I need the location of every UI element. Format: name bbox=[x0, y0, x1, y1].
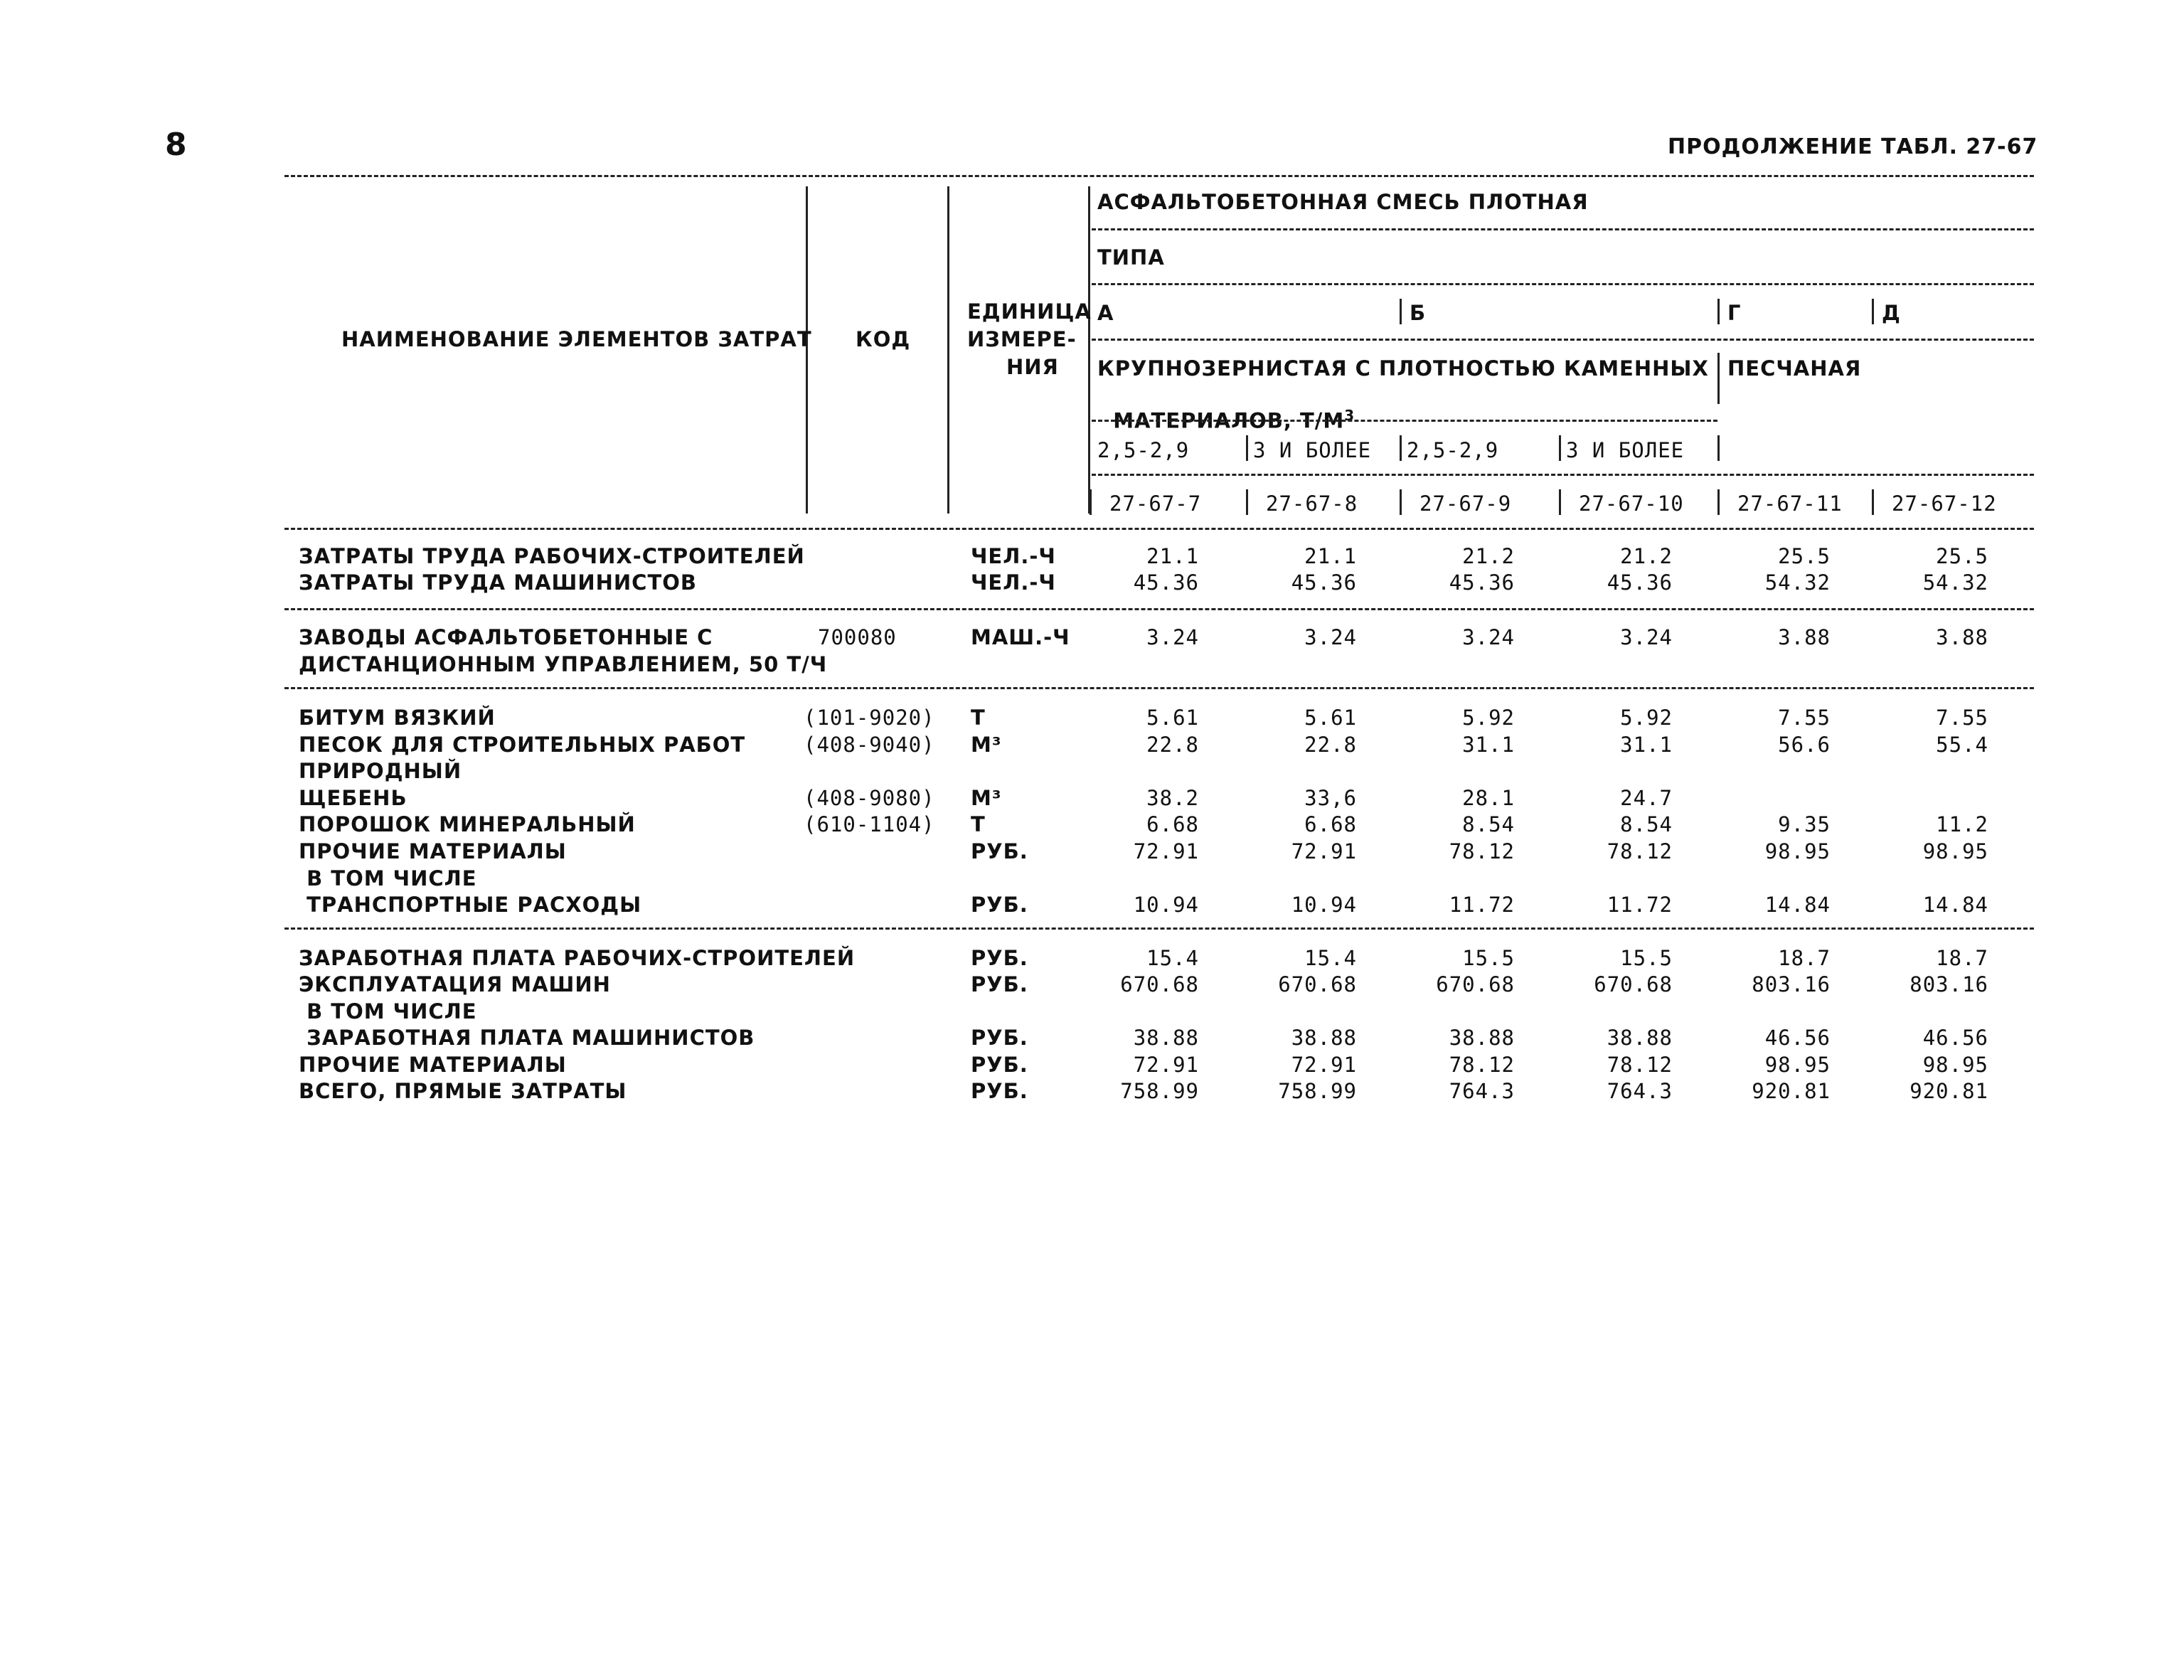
row-value: 764.3 bbox=[1607, 1079, 1673, 1103]
row-code: (101-9020) bbox=[804, 706, 935, 730]
header-coarse-sup: 3 bbox=[1344, 407, 1355, 424]
row-value: 21.2 bbox=[1462, 544, 1515, 568]
row-value: 3.24 bbox=[1304, 625, 1357, 649]
norm-code: 27-67-9 bbox=[1419, 491, 1512, 516]
row-unit: РУБ. bbox=[971, 1053, 1028, 1077]
group-rule bbox=[284, 927, 2034, 930]
row-name: ЗАТРАТЫ ТРУДА МАШИНИСТОВ bbox=[299, 570, 697, 595]
row-name: ПРОЧИЕ МАТЕРИАЛЫ bbox=[299, 839, 567, 863]
header-rule-2 bbox=[1092, 283, 2034, 285]
row-value: 3.24 bbox=[1146, 625, 1199, 649]
row-value: 24.7 bbox=[1620, 786, 1673, 810]
row-value: 18.7 bbox=[1936, 946, 1988, 970]
row-value: 10.94 bbox=[1133, 893, 1199, 917]
norm-code: 27-67-8 bbox=[1266, 491, 1358, 516]
row-name: В ТОМ ЧИСЛЕ bbox=[299, 999, 477, 1024]
divider-density-3 bbox=[1400, 435, 1402, 461]
row-code: (408-9080) bbox=[804, 786, 935, 810]
row-value: 46.56 bbox=[1764, 1026, 1831, 1050]
row-unit: РУБ. bbox=[971, 946, 1028, 970]
header-type-label: ТИПА bbox=[1097, 245, 1165, 270]
divider-type-d bbox=[1872, 299, 1874, 324]
row-unit: ЧЕЛ.-Ч bbox=[971, 570, 1056, 595]
row-name: ПЕСОК ДЛЯ СТРОИТЕЛЬНЫХ РАБОТ bbox=[299, 733, 746, 757]
row-unit: РУБ. bbox=[971, 839, 1028, 863]
row-unit: Т bbox=[971, 812, 986, 836]
row-value: 670.68 bbox=[1278, 972, 1357, 996]
row-value: 920.81 bbox=[1909, 1079, 1988, 1103]
row-value: 7.55 bbox=[1936, 706, 1988, 730]
row-value: 758.99 bbox=[1278, 1079, 1357, 1103]
row-value: 54.32 bbox=[1764, 570, 1831, 595]
row-name: ЗАРАБОТНАЯ ПЛАТА РАБОЧИХ-СТРОИТЕЛЕЙ bbox=[299, 946, 856, 970]
row-name: В ТОМ ЧИСЛЕ bbox=[299, 866, 477, 890]
row-name: БИТУМ ВЯЗКИЙ bbox=[299, 706, 496, 730]
row-value: 78.12 bbox=[1449, 1053, 1515, 1077]
header-type-a: А bbox=[1097, 301, 1114, 325]
row-value: 11.72 bbox=[1607, 893, 1673, 917]
header-density-4: 3 И БОЛЕЕ bbox=[1566, 438, 1685, 462]
divider-code-unit bbox=[947, 186, 949, 514]
header-unit-col-2: ИЗМЕРЕ- bbox=[967, 327, 1077, 351]
page-number: 8 bbox=[165, 127, 188, 163]
row-name: ПОРОШОК МИНЕРАЛЬНЫЙ bbox=[299, 812, 636, 836]
row-value: 46.56 bbox=[1922, 1026, 1988, 1050]
row-value: 8.54 bbox=[1620, 812, 1673, 836]
row-value: 670.68 bbox=[1120, 972, 1199, 996]
row-value: 31.1 bbox=[1620, 733, 1673, 757]
row-value: 10.94 bbox=[1291, 893, 1357, 917]
row-value: 33,6 bbox=[1304, 786, 1357, 810]
header-code-col: КОД bbox=[856, 327, 911, 351]
row-value: 98.95 bbox=[1922, 1053, 1988, 1077]
row-value: 72.91 bbox=[1291, 1053, 1357, 1077]
row-value: 11.72 bbox=[1449, 893, 1515, 917]
row-name: ВСЕГО, ПРЯМЫЕ ЗАТРАТЫ bbox=[299, 1079, 627, 1103]
row-value: 45.36 bbox=[1449, 570, 1515, 595]
row-value: 14.84 bbox=[1764, 893, 1831, 917]
header-type-d: Д bbox=[1882, 301, 1901, 325]
header-rule-5 bbox=[1092, 474, 2034, 476]
row-value: 7.55 bbox=[1778, 706, 1831, 730]
header-density-2: 3 И БОЛЕЕ bbox=[1253, 438, 1372, 462]
header-rule-3 bbox=[1092, 339, 2034, 341]
row-name: ЗАВОДЫ АСФАЛЬТОБЕТОННЫЕ С bbox=[299, 625, 713, 649]
row-value: 28.1 bbox=[1462, 786, 1515, 810]
row-value: 98.95 bbox=[1922, 839, 1988, 863]
norm-code: 27-67-12 bbox=[1892, 491, 1997, 516]
row-value: 11.2 bbox=[1936, 812, 1988, 836]
row-code: 700080 bbox=[818, 625, 897, 649]
row-value: 78.12 bbox=[1449, 839, 1515, 863]
row-code: (408-9040) bbox=[804, 733, 935, 757]
row-value: 3.88 bbox=[1936, 625, 1988, 649]
row-value: 5.61 bbox=[1304, 706, 1357, 730]
header-mix-title: АСФАЛЬТОБЕТОННАЯ СМЕСЬ ПЛОТНАЯ bbox=[1097, 190, 1589, 214]
header-rule-1 bbox=[1092, 228, 2034, 230]
row-unit: РУБ. bbox=[971, 1026, 1028, 1050]
row-value: 6.68 bbox=[1304, 812, 1357, 836]
row-value: 38.88 bbox=[1133, 1026, 1199, 1050]
row-value: 22.8 bbox=[1304, 733, 1357, 757]
row-value: 38.88 bbox=[1449, 1026, 1515, 1050]
norm-code: 27-67-10 bbox=[1579, 491, 1684, 516]
row-value: 803.16 bbox=[1909, 972, 1988, 996]
divider-type-g bbox=[1717, 299, 1720, 324]
row-unit: М³ bbox=[971, 786, 1002, 810]
row-value: 72.91 bbox=[1133, 839, 1199, 863]
row-value: 6.68 bbox=[1146, 812, 1199, 836]
row-name: ЗАТРАТЫ ТРУДА РАБОЧИХ-СТРОИТЕЛЕЙ bbox=[299, 544, 805, 568]
row-value: 15.4 bbox=[1304, 946, 1357, 970]
header-coarse-line1: КРУПНОЗЕРНИСТАЯ С ПЛОТНОСТЬЮ КАМЕННЫХ bbox=[1097, 356, 1709, 381]
row-value: 98.95 bbox=[1764, 839, 1831, 863]
divider-density-2 bbox=[1246, 435, 1248, 461]
row-name: ЭКСПЛУАТАЦИЯ МАШИН bbox=[299, 972, 611, 996]
row-value: 56.6 bbox=[1778, 733, 1831, 757]
row-value: 670.68 bbox=[1436, 972, 1515, 996]
row-value: 14.84 bbox=[1922, 893, 1988, 917]
row-value: 45.36 bbox=[1291, 570, 1357, 595]
row-value: 38.88 bbox=[1607, 1026, 1673, 1050]
row-value: 72.91 bbox=[1133, 1053, 1199, 1077]
row-unit: М³ bbox=[971, 733, 1002, 757]
row-value: 22.8 bbox=[1146, 733, 1199, 757]
row-value: 5.92 bbox=[1462, 706, 1515, 730]
row-value: 21.1 bbox=[1304, 544, 1357, 568]
header-rule-4 bbox=[1092, 420, 1717, 422]
row-value: 21.1 bbox=[1146, 544, 1199, 568]
row-value: 45.36 bbox=[1607, 570, 1673, 595]
header-unit-col-3: НИЯ bbox=[1006, 355, 1059, 379]
row-unit: РУБ. bbox=[971, 1079, 1028, 1103]
divider-density-4 bbox=[1559, 435, 1561, 461]
header-coarse-unit: МАТЕРИАЛОВ, Т/М bbox=[1113, 408, 1345, 433]
row-value: 98.95 bbox=[1764, 1053, 1831, 1077]
row-value: 38.88 bbox=[1291, 1026, 1357, 1050]
row-value: 803.16 bbox=[1752, 972, 1831, 996]
row-code: (610-1104) bbox=[804, 812, 935, 836]
header-type-g: Г bbox=[1727, 301, 1742, 325]
row-name: ПРОЧИЕ МАТЕРИАЛЫ bbox=[299, 1053, 567, 1077]
code-divider bbox=[1090, 489, 1092, 515]
row-value: 3.24 bbox=[1462, 625, 1515, 649]
norm-code: 27-67-7 bbox=[1109, 491, 1202, 516]
table-top-rule bbox=[284, 175, 2034, 177]
row-value: 55.4 bbox=[1936, 733, 1988, 757]
header-bottom-rule bbox=[284, 528, 2034, 530]
row-value: 18.7 bbox=[1778, 946, 1831, 970]
header-name-col: НАИМЕНОВАНИЕ ЭЛЕМЕНТОВ ЗАТРАТ bbox=[341, 327, 812, 351]
row-value: 15.4 bbox=[1146, 946, 1199, 970]
header-density-3: 2,5-2,9 bbox=[1407, 438, 1499, 462]
row-value: 72.91 bbox=[1291, 839, 1357, 863]
row-name: ПРИРОДНЫЙ bbox=[299, 759, 462, 783]
header-density-1: 2,5-2,9 bbox=[1097, 438, 1190, 462]
row-unit: РУБ. bbox=[971, 893, 1028, 917]
row-value: 45.36 bbox=[1133, 570, 1199, 595]
row-value: 78.12 bbox=[1607, 1053, 1673, 1077]
row-value: 8.54 bbox=[1462, 812, 1515, 836]
row-unit: Т bbox=[971, 706, 986, 730]
group-rule bbox=[284, 687, 2034, 689]
row-unit: РУБ. bbox=[971, 972, 1028, 996]
row-value: 764.3 bbox=[1449, 1079, 1515, 1103]
norm-code: 27-67-11 bbox=[1737, 491, 1843, 516]
row-value: 25.5 bbox=[1936, 544, 1988, 568]
row-unit: ЧЕЛ.-Ч bbox=[971, 544, 1056, 568]
code-divider bbox=[1872, 489, 1874, 515]
header-coarse-line2 bbox=[1097, 388, 1355, 432]
row-value: 758.99 bbox=[1120, 1079, 1199, 1103]
code-divider bbox=[1717, 489, 1720, 515]
row-value: 25.5 bbox=[1778, 544, 1831, 568]
row-name: ЩЕБЕНЬ bbox=[299, 786, 407, 810]
row-value: 670.68 bbox=[1594, 972, 1673, 996]
row-value: 15.5 bbox=[1620, 946, 1673, 970]
divider-sandy bbox=[1717, 353, 1720, 404]
header-sandy: ПЕСЧАНАЯ bbox=[1727, 356, 1862, 381]
code-divider bbox=[1400, 489, 1402, 515]
header-type-b: Б bbox=[1410, 301, 1427, 325]
row-value: 15.5 bbox=[1462, 946, 1515, 970]
row-value: 78.12 bbox=[1607, 839, 1673, 863]
row-value: 920.81 bbox=[1752, 1079, 1831, 1103]
row-value: 3.24 bbox=[1620, 625, 1673, 649]
divider-density-end bbox=[1717, 435, 1720, 461]
row-value: 38.2 bbox=[1146, 786, 1199, 810]
divider-type-b bbox=[1400, 299, 1402, 324]
row-value: 9.35 bbox=[1778, 812, 1831, 836]
row-value: 31.1 bbox=[1462, 733, 1515, 757]
code-divider bbox=[1246, 489, 1248, 515]
row-name: ДИСТАНЦИОННЫМ УПРАВЛЕНИЕМ, 50 Т/Ч bbox=[299, 652, 828, 676]
table-caption: ПРОДОЛЖЕНИЕ ТАБЛ. 27-67 bbox=[1668, 134, 2038, 159]
row-value: 54.32 bbox=[1922, 570, 1988, 595]
code-divider bbox=[1559, 489, 1561, 515]
header-unit-col-1: ЕДИНИЦА bbox=[967, 299, 1092, 324]
row-value: 5.61 bbox=[1146, 706, 1199, 730]
divider-unit-values bbox=[1088, 186, 1090, 514]
row-value: 5.92 bbox=[1620, 706, 1673, 730]
row-unit: МАШ.-Ч bbox=[971, 625, 1070, 649]
row-name: ЗАРАБОТНАЯ ПЛАТА МАШИНИСТОВ bbox=[299, 1026, 755, 1050]
row-value: 21.2 bbox=[1620, 544, 1673, 568]
row-name: ТРАНСПОРТНЫЕ РАСХОДЫ bbox=[299, 893, 642, 917]
row-value: 3.88 bbox=[1778, 625, 1831, 649]
group-rule bbox=[284, 608, 2034, 610]
